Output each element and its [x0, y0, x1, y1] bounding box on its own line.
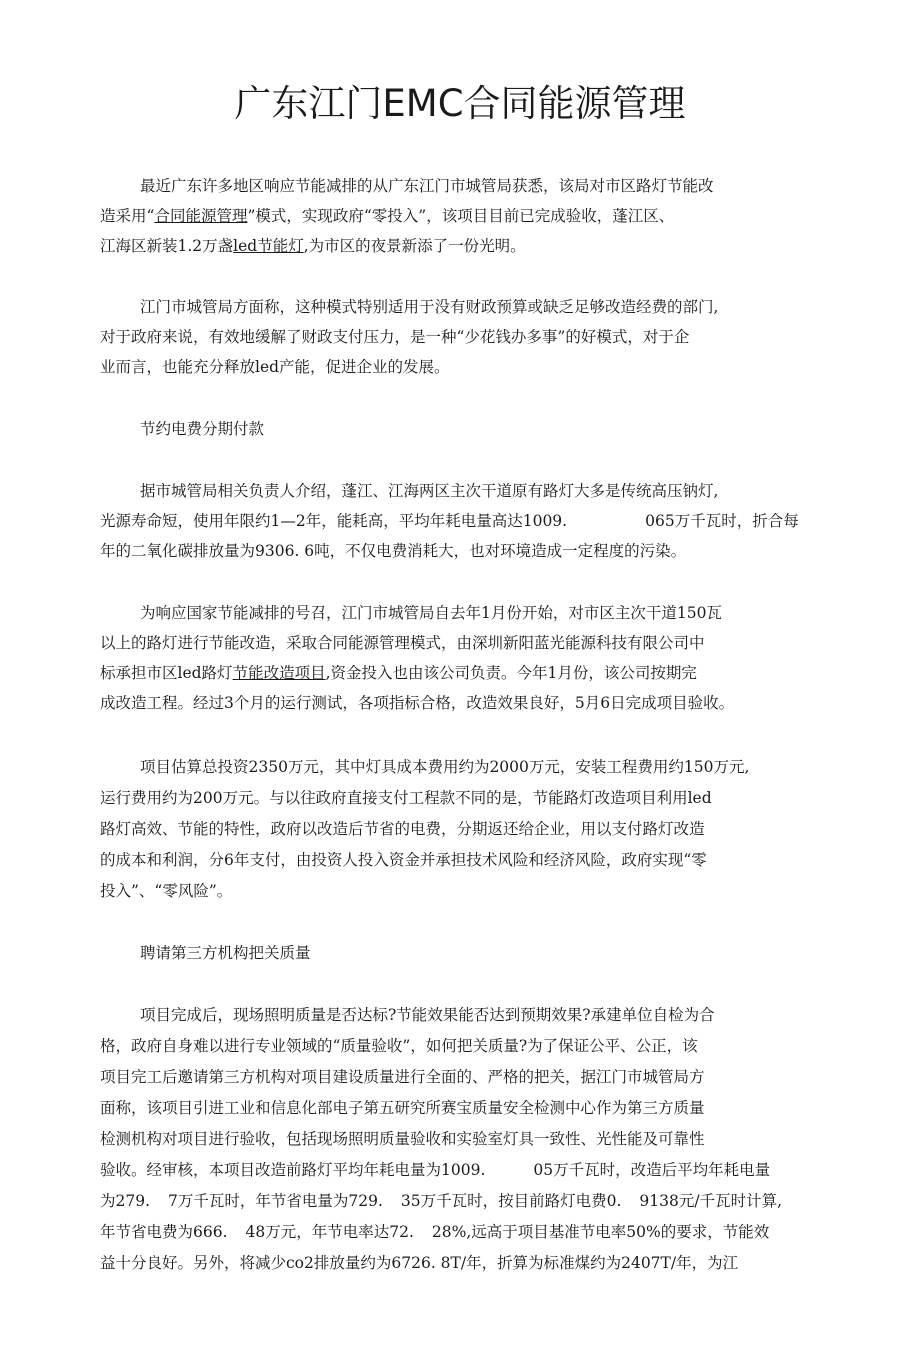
p6-line-4: 面称，该项目引进工业和信息化部电子第五研究所赛宝质量安全检测中心作为第三方质量 — [100, 1099, 705, 1117]
section-heading-quality: 聘请第三方机构把关质量 — [140, 944, 311, 962]
text: ,为市区的夜景新添了一份光明。 — [303, 237, 526, 255]
p6-line-7 — [100, 1191, 782, 1211]
p3-line-2 — [100, 511, 799, 531]
text: 光源寿命短，使用年限约1—2年，能耗高，平均年耗电量高达1009. — [100, 512, 568, 530]
p5-line-4: 的成本和利润，分6年支付，由投资人投入资金并承担技术风险和经济风险，政府实现“零 — [100, 851, 707, 869]
text: 48万元，年节电率达72. — [245, 1223, 414, 1241]
text: 35万千瓦时，按目前路灯电费0. — [400, 1192, 622, 1210]
p3-line-1: 据市城管局相关负责人介绍，蓬江、江海两区主次干道原有路灯大多是传统高压钠灯, — [140, 482, 719, 500]
link-energy-retrofit-project[interactable]: 节能改造项目 — [232, 664, 326, 682]
text: 05万千瓦时，改造后平均年耗电量 — [533, 1161, 771, 1179]
p5-line-3: 路灯高效、节能的特性，政府以改造后节省的电费，分期返还给企业，用以支付路灯改造 — [100, 820, 705, 838]
text: 年节省电费为666. — [100, 1223, 228, 1241]
text: 7万千瓦时，年节省电量为729. — [168, 1192, 383, 1210]
p1-line-3 — [100, 236, 526, 256]
p6-line-8 — [100, 1222, 769, 1242]
text: ”模式，实现政府“零投入”，该项目目前已完成验收，蓬江区、 — [247, 207, 675, 225]
p6-line-9: 益十分良好。另外，将减少co2排放量约为6726. 8T/年，折算为标准煤约为2407T/年，为江 — [100, 1254, 739, 1272]
p2-line-3: 业而言，也能充分释放led产能，促进企业的发展。 — [100, 358, 450, 376]
p4-line-1: 为响应国家节能减排的号召，江门市城管局自去年1月份开始，对市区主次干道150瓦 — [140, 604, 722, 622]
p4-line-2: 以上的路灯进行节能改造，采取合同能源管理模式，由深圳新阳蓝光能源科技有限公司中 — [100, 634, 705, 652]
link-contract-energy-management[interactable]: 合同能源管理 — [154, 207, 248, 225]
p1-line-1: 最近广东许多地区响应节能减排的从广东江门市城管局获悉，该局对市区路灯节能改 — [140, 177, 714, 195]
p1-line-2 — [100, 206, 674, 226]
text: 造采用“ — [100, 207, 155, 225]
p4-line-4: 成改造工程。经过3个月的运行测试，各项指标合格，改造效果良好，5月6日完成项目验收。 — [100, 694, 735, 712]
text: 9138元/千瓦时计算, — [639, 1192, 783, 1210]
text: ,资金投入也由该公司负责。今年1月份，该公司按期完 — [325, 664, 697, 682]
p5-line-2: 运行费用约为200万元。与以往政府直接支付工程款不同的是，节能路灯改造项目利用led — [100, 789, 712, 807]
text: 为279. — [100, 1192, 151, 1210]
link-led-lamp[interactable]: led节能灯 — [233, 237, 304, 255]
p6-line-6 — [100, 1160, 770, 1180]
p6-line-3: 项目完工后邀请第三方机构对项目建设质量进行全面的、严格的把关，据江门市城管局方 — [100, 1068, 705, 1086]
text: 28%,远高于项目基准节电率50%的要求，节能效 — [431, 1223, 770, 1241]
text: 065万千瓦时，折合每 — [645, 512, 799, 530]
section-heading-savings: 节约电费分期付款 — [140, 420, 265, 438]
p5-line-5: 投入”、“零风险”。 — [100, 882, 233, 900]
p2-line-1: 江门市城管局方面称，这种模式特别适用于没有财政预算或缺乏足够改造经费的部门, — [140, 298, 719, 316]
p6-line-1: 项目完成后，现场照明质量是否达标?节能效果能否达到预期效果?承建单位自检为合 — [140, 1006, 715, 1024]
p5-line-1: 项目估算总投资2350万元，其中灯具成本费用约为2000万元，安装工程费用约150万元, — [140, 758, 750, 776]
p6-line-5: 检测机构对项目进行验收，包括现场照明质量验收和实验室灯具一致性、光性能及可靠性 — [100, 1130, 705, 1148]
text: 江海区新装1.2万盏 — [100, 237, 234, 255]
p6-line-2: 格，政府自身难以进行专业领域的“质量验收”，如何把关质量?为了保证公平、公正，该 — [100, 1037, 698, 1055]
p3-line-3: 年的二氧化碳排放量为9306. 6吨，不仅电费消耗大，也对环境造成一定程度的污染。 — [100, 542, 687, 560]
p4-line-3 — [100, 663, 697, 683]
p2-line-2: 对于政府来说，有效地缓解了财政支付压力，是一种“少花钱办多事”的好模式，对于企 — [100, 328, 690, 346]
document-title: 广东江门EMC合同能源管理 — [234, 82, 686, 125]
text: 标承担市区led路灯 — [100, 664, 233, 682]
text: 验收。经审核，本项目改造前路灯平均年耗电量为1009. — [100, 1161, 486, 1179]
